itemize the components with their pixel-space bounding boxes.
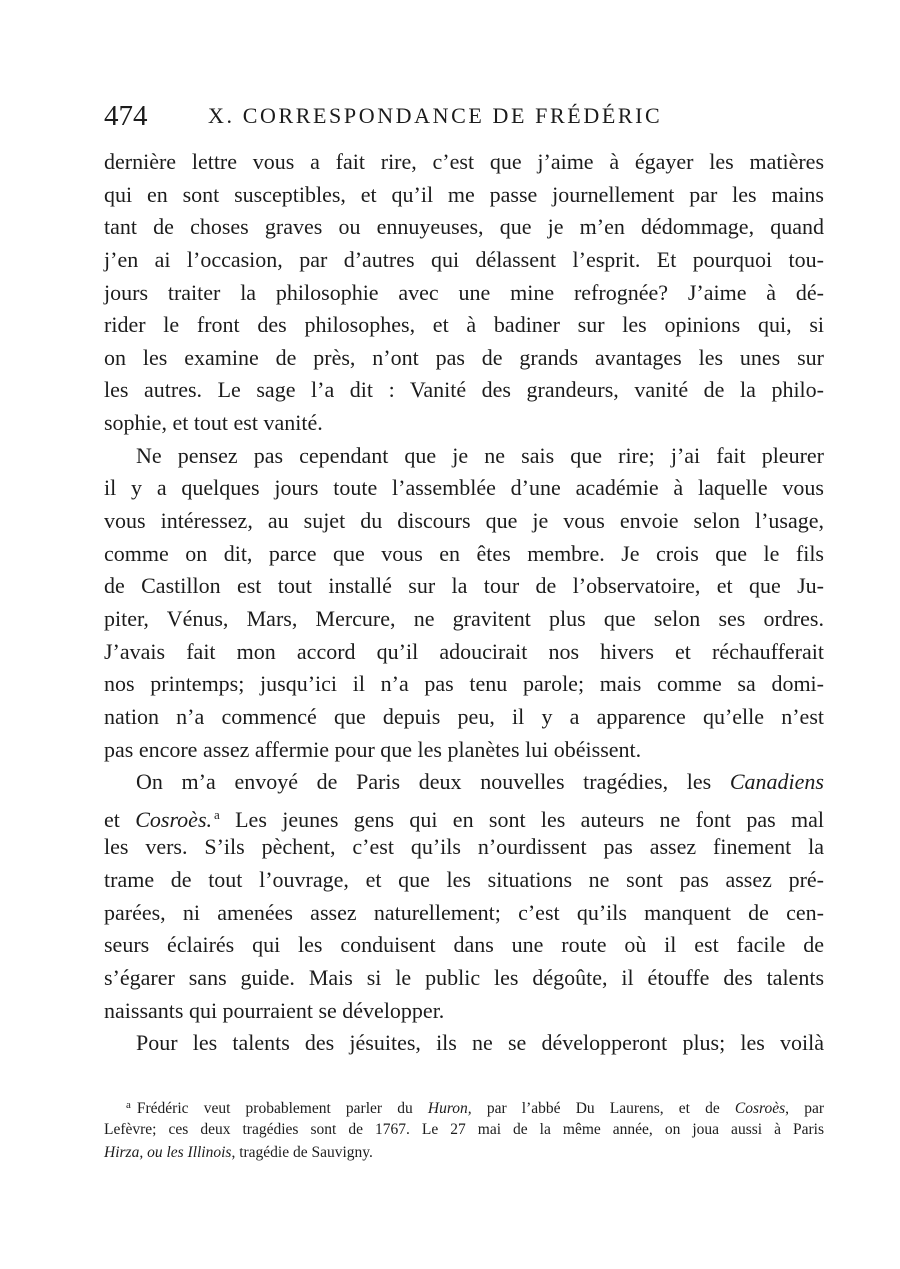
text-line: J’avais fait mon accord qu’il adoucirait nos hivers et réchaufferait	[104, 638, 824, 664]
italic-title: Hirza, ou les Illinois	[104, 1144, 232, 1161]
footnote-line	[104, 1094, 824, 1118]
text-line: de Castillon est tout installé sur la tour de l’observatoire, et que Ju-	[104, 573, 824, 599]
page-header	[104, 96, 824, 136]
text-run: Les jeunes gens qui en sont les auteurs ne font pas mal	[219, 806, 824, 832]
text-line: Ne pensez pas cependant que je ne sais que rire; j’ai fait pleurer	[136, 442, 824, 468]
text-line: on les examine de près, n’ont pas de grands avantages les unes sur	[104, 344, 824, 370]
text-line: les vers. S’ils pèchent, c’est qu’ils n’ourdissent pas assez finement la	[104, 834, 824, 860]
text-run: , tragédie de Sauvigny.	[231, 1144, 373, 1161]
text-run: Frédéric veut probablement parler du	[136, 1100, 428, 1117]
text-line: trame de tout l’ouvrage, et que les situations ne sont pas assez pré-	[104, 867, 824, 893]
text-run: par l’abbé Du Laurens, et de	[471, 1100, 735, 1117]
footnote-line	[104, 1141, 824, 1165]
text-line: qui en sont susceptibles, et qu’il me passe journellement par les mains	[104, 181, 824, 207]
text-line: les autres. Le sage l’a dit : Vanité des grandeurs, vanité de la philo-	[104, 377, 824, 403]
text-line: jours traiter la philosophie avec une mine refrognée? J’aime à dé-	[104, 279, 824, 305]
text-line: j’en ai l’occasion, par d’autres qui délassent l’esprit. Et pourquoi tou-	[104, 246, 824, 272]
text-line: s’égarer sans guide. Mais si le public les dégoûte, il étouffe des talents	[104, 965, 824, 991]
text-line: seurs éclairés qui les conduisent dans une route où il est facile de	[104, 932, 824, 958]
text-line: pas encore assez affermie pour que les planètes lui obéissent.	[104, 736, 642, 762]
text-line: sophie, et tout est vanité.	[104, 410, 323, 436]
text-line: comme on dit, parce que vous en êtes membre. Je crois que le fils	[104, 540, 824, 566]
text-line: rider le front des philosophes, et à badiner sur les opinions qui, si	[104, 312, 824, 338]
text-line: Pour les talents des jésuites, ils ne se développeront plus; les voilà	[136, 1030, 824, 1056]
body-text	[104, 146, 824, 1060]
footnote	[104, 1094, 824, 1165]
footnote-reference: a	[214, 806, 220, 822]
text-line	[104, 799, 824, 832]
text-line: vous intéressez, au sujet du discours que je vous envoie selon l’usage,	[104, 508, 824, 534]
text-line: naissants qui pourraient se développer.	[104, 997, 445, 1023]
italic-title: Huron,	[427, 1100, 472, 1117]
footnote-marker: a	[126, 1099, 131, 1111]
text-line: il y a quelques jours toute l’assemblée d’une académie à laquelle vous	[104, 475, 824, 501]
footnote-line: Lefèvre; ces deux tragédies sont de 1767. Le 27 mai de la même année, on joua aussi à Paris	[104, 1120, 824, 1138]
text-run: , par	[785, 1100, 825, 1117]
text-line: dernière lettre vous a fait rire, c’est que j’aime à égayer les matières	[104, 149, 824, 174]
running-head: X. CORRESPONDANCE DE FRÉDÉRIC	[208, 103, 663, 128]
italic-title: Cosroès	[734, 1100, 786, 1117]
italic-title: Cosroès.	[135, 806, 213, 832]
text-line: piter, Vénus, Mars, Mercure, ne gravitent plus que selon ses ordres.	[104, 605, 824, 631]
text-line: parées, ni amenées assez naturellement; c’est qu’ils manquent de cen-	[104, 899, 824, 925]
italic-title: Canadiens	[729, 769, 824, 795]
text-line: nos printemps; jusqu’ici il n’a pas tenu parole; mais comme sa domi-	[104, 671, 824, 697]
text-line: nation n’a commencé que depuis peu, il y a apparence qu’elle n’est	[104, 703, 824, 729]
text-run: On m’a envoyé de Paris deux nouvelles tragédies, les	[136, 769, 730, 795]
text-line: tant de choses graves ou ennuyeuses, que je m’en dédommage, quand	[104, 214, 824, 240]
page-number: 474	[104, 100, 148, 132]
text-run: et	[104, 806, 136, 832]
text-line	[104, 766, 824, 799]
